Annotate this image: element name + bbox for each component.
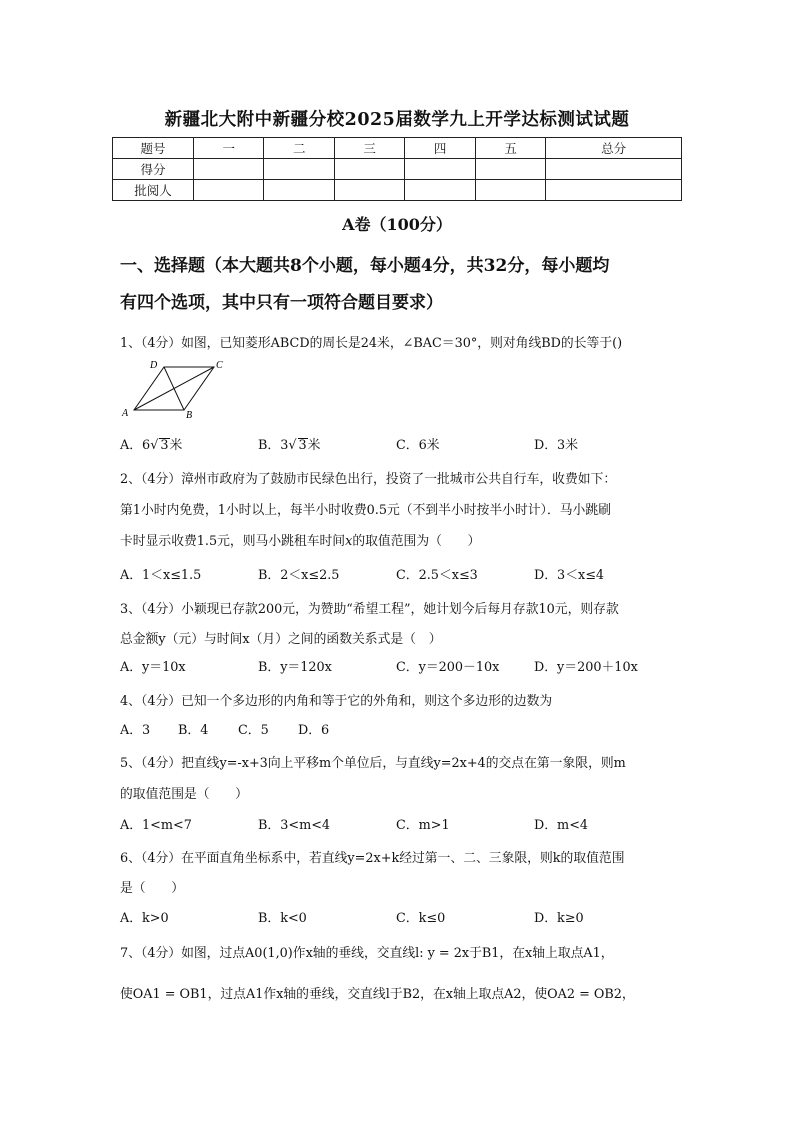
question-1-text: 1、（4分）如图，已知菱形ABCD的周长是24米，∠BAC＝30°，则对角线BD的长等于()	[120, 336, 623, 351]
label-a: A	[122, 408, 129, 419]
label-c: C	[216, 360, 223, 371]
diagonal-bd	[164, 367, 184, 410]
rhombus-figure	[114, 356, 226, 422]
question-5-line2: 的取值范围是（ ）	[120, 787, 248, 802]
table-row	[113, 159, 682, 180]
table-cell: 一	[194, 138, 264, 159]
table-cell[interactable]	[264, 180, 334, 201]
page-title: 新疆北大附中新疆分校2025届数学九上开学达标测试试题	[164, 110, 630, 130]
question-3-line1: 3、（4分）小颖现已存款200元，为赞助“希望工程”，她计划今后每月存款10元，则存款	[120, 602, 619, 617]
option-a[interactable]: A．1<m<7	[120, 818, 192, 833]
table-cell[interactable]	[475, 159, 545, 180]
table-cell: 批阅人	[113, 180, 194, 201]
option-d[interactable]: D．k≥0	[534, 911, 584, 926]
table-cell[interactable]	[264, 159, 334, 180]
table-row	[113, 180, 682, 201]
table-cell[interactable]	[405, 159, 475, 180]
option-c[interactable]: C．2.5＜x≤3	[396, 568, 478, 583]
section-heading-line1: 一、选择题（本大题共8个小题，每小题4分，共32分，每小题均	[120, 256, 610, 276]
option-b[interactable]: B．3√ 3米	[258, 438, 321, 453]
option-b[interactable]: B．2＜x≤2.5	[258, 568, 340, 583]
option-a[interactable]: A．6√ 3米	[120, 438, 183, 453]
option-c[interactable]: C．5	[238, 723, 269, 738]
table-cell[interactable]	[194, 180, 264, 201]
option-c[interactable]: C．m>1	[396, 818, 450, 833]
option-d[interactable]: D．3米	[534, 438, 578, 453]
table-cell[interactable]	[475, 180, 545, 201]
option-b[interactable]: B．4	[178, 723, 209, 738]
question-2-line3: 卡时显示收费1.5元，则马小跳租车时间x的取值范围为（ ）	[120, 534, 481, 549]
option-c[interactable]: C．6米	[396, 438, 440, 453]
option-d[interactable]: D．y＝200＋10x	[534, 660, 638, 675]
score-table	[112, 137, 682, 201]
table-cell[interactable]	[546, 159, 682, 180]
table-cell[interactable]	[405, 180, 475, 201]
option-c[interactable]: C．k≤0	[396, 911, 446, 926]
question-6-line1: 6、（4分）在平面直角坐标系中，若直线y=2x+k经过第一、二、三象限，则k的取值范围	[120, 851, 625, 866]
question-3-line2: 总金额y（元）与时间x（月）之间的函数关系式是（ ）	[120, 632, 442, 647]
option-b[interactable]: B．3<m<4	[258, 818, 331, 833]
question-5-line1: 5、（4分）把直线y=-x+3向上平移m个单位后，与直线y=2x+4的交点在第一象限，则m	[120, 756, 626, 771]
table-row	[113, 138, 682, 159]
table-cell: 二	[264, 138, 334, 159]
table-cell: 得分	[113, 159, 194, 180]
option-b[interactable]: B．y＝120x	[258, 660, 332, 675]
option-d[interactable]: D．6	[298, 723, 330, 738]
table-cell[interactable]	[334, 180, 404, 201]
table-cell: 四	[405, 138, 475, 159]
option-d[interactable]: D．3＜x≤4	[534, 568, 605, 583]
table-cell: 五	[475, 138, 545, 159]
option-a[interactable]: A．1＜x≤1.5	[120, 568, 202, 583]
table-cell[interactable]	[334, 159, 404, 180]
option-c[interactable]: C．y＝200－10x	[396, 660, 500, 675]
question-7-line2: 使OA1 = OB1，过点A1作x轴的垂线，交直线l于B2，在x轴上取点A2，使OA2 = OB2，	[120, 987, 635, 1002]
option-b[interactable]: B．k<0	[258, 911, 307, 926]
question-7-line1: 7、（4分）如图，过点A0(1,0)作x轴的垂线，交直线l: y = 2x于B1，在x轴上取点A1，	[120, 946, 614, 961]
section-heading-line2: 有四个选项，其中只有一项符合题目要求）	[120, 293, 443, 313]
volume-title: A卷（100分）	[342, 215, 452, 234]
option-a[interactable]: A．3	[120, 723, 151, 738]
question-2-line2: 第1小时内免费，1小时以上，每半小时收费0.5元（不到半小时按半小时计）．马小跳刷	[120, 503, 611, 518]
question-2-line1: 2、（4分）漳州市政府为了鼓励市民绿色出行，投资了一批城市公共自行车，收费如下：	[120, 472, 617, 487]
option-a[interactable]: A．y＝10x	[120, 660, 186, 675]
table-cell[interactable]	[546, 180, 682, 201]
option-d[interactable]: D．m<4	[534, 818, 589, 833]
table-cell: 题号	[113, 138, 194, 159]
table-cell[interactable]	[194, 159, 264, 180]
table-cell: 总分	[546, 138, 682, 159]
option-a[interactable]: A．k>0	[120, 911, 169, 926]
table-cell: 三	[334, 138, 404, 159]
question-6-line2: 是（ ）	[120, 881, 184, 896]
label-d: D	[150, 360, 158, 371]
question-4-line1: 4、（4分）已知一个多边形的内角和等于它的外角和，则这个多边形的边数为	[120, 694, 553, 709]
label-b: B	[186, 410, 193, 421]
